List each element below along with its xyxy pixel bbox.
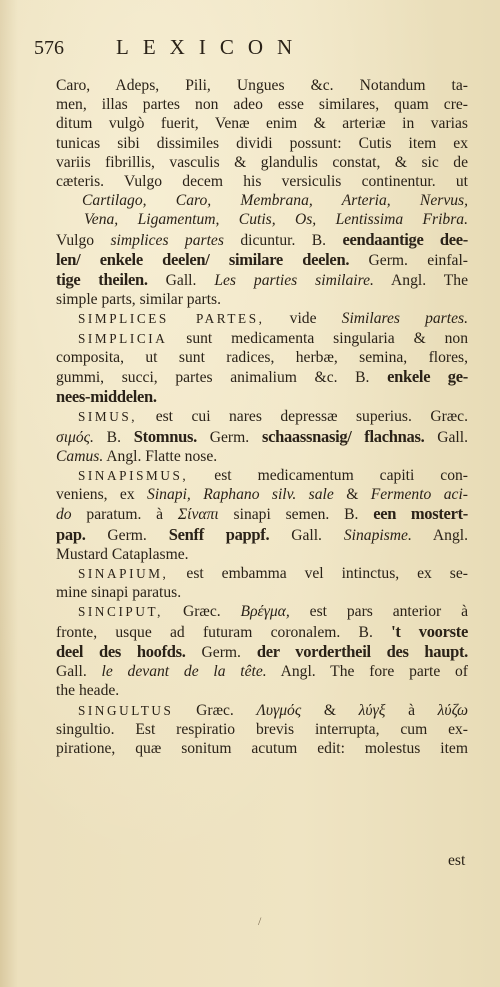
- text-line: the heade.: [56, 682, 120, 700]
- entry-sinciput: SINCIPUT, Græc. Βρέγμα, est pars anterior à: [78, 603, 468, 621]
- text-line: variis fibrillis, vasculis & glandulis constat, & sic de: [56, 153, 468, 171]
- text-line: Camus. Angl. Flatte nose.: [56, 447, 218, 465]
- text-line: pap. Germ. Senff pappf. Gall. Sinapisme. Angl.: [56, 524, 468, 544]
- verse-line: Cartilago, Caro, Membrana, Arteria, Nervus,: [82, 192, 468, 210]
- entry-sinapismus: SINAPISMUS, est medicamentum capiti con-: [78, 467, 468, 485]
- page-text: [34, 35, 468, 758]
- text-line: len/ enkele deelen/ similare deelen. Germ. einfal-: [56, 249, 468, 269]
- entry-simplices-partes: SIMPLICES PARTES, vide Similares partes.: [78, 310, 468, 328]
- text-line: singultio. Est respiratio brevis interrupta, cum ex-: [56, 720, 468, 738]
- entry-sinapium: SINAPIUM, est embamma vel intinctus, ex se-: [78, 565, 468, 583]
- text-line: σιμός. B. Stomnus. Germ. schaassnasig/ flachnas. Gall.: [56, 426, 468, 446]
- text-line: Gall. le devant de la tête. Angl. The fore parte of: [56, 663, 468, 681]
- text-line: men, illas partes non adeo esse similares, quam cre-: [56, 96, 468, 114]
- text-line: veniens, ex Sinapi, Raphano silv. sale & Fermento aci-: [56, 486, 468, 504]
- entry-simus: SIMUS, est cui nares depressæ superius. Græc.: [78, 408, 468, 426]
- entry-singultus: SINGULTUS Græc. Λυγμός & λύγξ à λύζω: [78, 701, 468, 719]
- text-line: Vulgo simplices partes dicuntur. B. eendaantige dee-: [56, 229, 468, 249]
- text-line: piratione, quæ sonitum acutum edit: molestus item: [56, 739, 468, 757]
- page-mark: /: [258, 914, 262, 928]
- text-line: deel des hoofds. Germ. der vordertheil des haupt.: [56, 641, 468, 661]
- text-line: nees-middelen.: [56, 387, 157, 407]
- verse-line: Vena, Ligamentum, Cutis, Os, Lentissima Fribra.: [84, 211, 468, 229]
- page-header: [34, 35, 468, 74]
- text-line: composita, ut sunt radices, herbæ, semina, flores,: [56, 348, 468, 366]
- text-line: Mustard Cataplasme.: [56, 545, 189, 563]
- catchword: est: [448, 852, 466, 869]
- text-line: mine sinapi paratus.: [56, 584, 182, 602]
- text-line: cæteris. Vulgo decem his versiculis continentur. ut: [56, 173, 468, 191]
- text-line: fronte, usque ad futuram coronalem. B. 't voorste: [56, 621, 468, 641]
- entry-simplicia: SIMPLICIA sunt medicamenta singularia & non: [78, 329, 468, 347]
- page-number: 576: [34, 37, 64, 59]
- text-line: ditum vulgò fuerit, Venæ enim & arteriæ in varias: [56, 115, 468, 133]
- text-line: Caro, Adeps, Pili, Ungues &c. Notandum ta-: [56, 77, 468, 94]
- running-head: LEXICON: [116, 35, 307, 59]
- text-line: do paratum. à Σίναπι sinapi semen. B. een mostert-: [56, 504, 468, 524]
- text-line: gummi, succi, partes animalium &c. B. enkele ge-: [56, 367, 468, 387]
- text-line: tige theilen. Gall. Les parties similaire. Angl. The: [56, 270, 468, 290]
- text-line: tunicas sibi dissimiles dividi possunt: Cutis item ex: [56, 134, 468, 152]
- text-line: simple parts, similar parts.: [56, 291, 222, 309]
